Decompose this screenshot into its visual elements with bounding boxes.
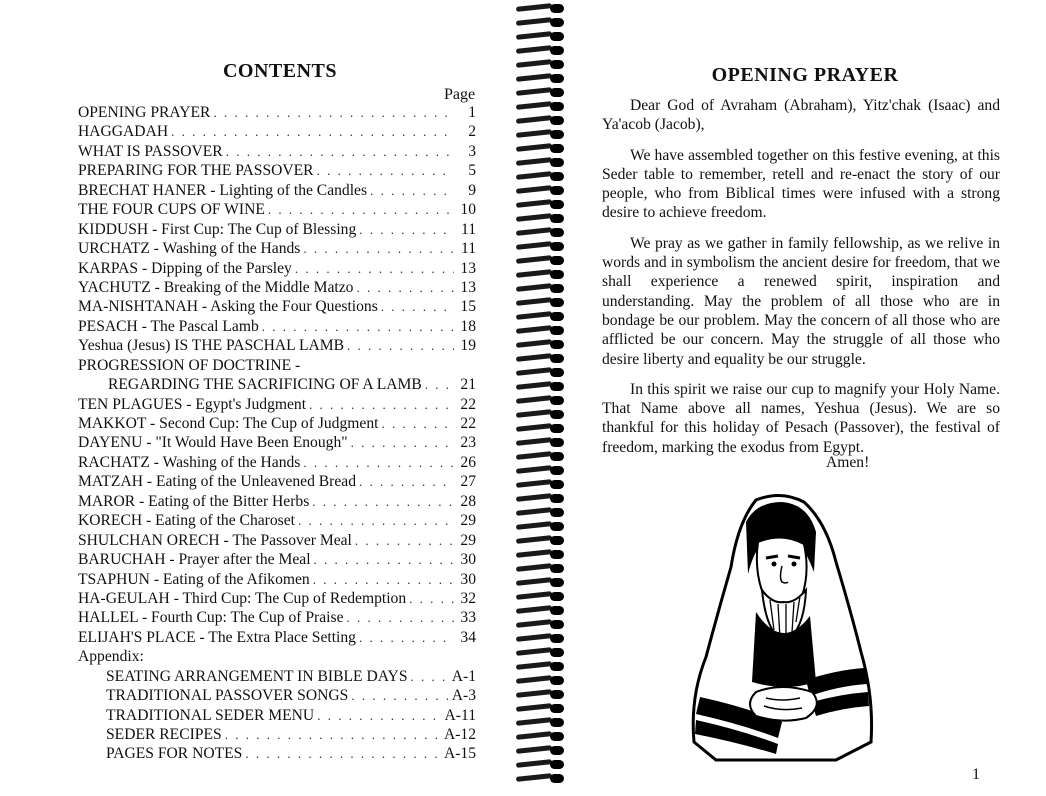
toc-entry-page: 5 [468,162,476,180]
spiral-coil [512,536,566,545]
toc-entry-page: 11 [460,240,476,258]
toc-entry [78,492,476,511]
toc-entry [78,297,476,316]
toc-entry [78,317,476,336]
spiral-coil [512,634,566,643]
spiral-coil [512,46,566,55]
spiral-coil [512,74,566,83]
toc-entry-label: Appendix: [78,648,144,666]
toc-entry-page: 33 [460,609,476,627]
toc-leader-dots [359,628,454,647]
toc-leader-dots [268,200,454,219]
toc-entry-page: 19 [460,337,476,355]
toc-leader-dots [303,356,454,375]
toc-entry-page: 15 [460,298,476,316]
toc-entry-page: 30 [460,570,476,588]
toc-leader-dots [347,608,455,627]
toc-entry-label: KARPAS - Dipping of the Parsley [78,259,292,277]
toc-entry-label: KIDDUSH - First Cup: The Cup of Blessing [78,220,357,238]
contents-title: CONTENTS [222,60,338,82]
spiral-binding [512,4,568,796]
toc-entry [78,259,476,278]
spiral-coil [512,690,566,699]
spiral-coil [512,424,566,433]
toc-entry-label: SEATING ARRANGEMENT IN BIBLE DAYS [106,667,408,685]
toc-entry [78,550,476,569]
toc-entry-page [454,647,476,666]
toc-leader-dots [356,278,454,297]
toc-entry-page: A-11 [444,706,476,724]
toc-leader-dots [355,531,454,550]
toc-entry-page: 9 [468,181,476,199]
toc-entry-page: 1 [468,104,476,121]
toc-entry-label: HAGGADAH [78,123,169,141]
spiral-coil [512,32,566,41]
spiral-coil [512,746,566,755]
toc-entry [78,667,476,686]
toc-entry-label: MAROR - Eating of the Bitter Herbs [78,492,310,510]
toc-leader-dots [312,492,454,511]
toc-entry-label: PESACH - The Pascal Lamb [78,317,259,335]
spiral-coil [512,704,566,713]
toc-entry-label: TSAPHUN - Eating of the Afikomen [78,570,310,588]
toc-leader-dots [381,414,454,433]
prayer-paragraph: We pray as we gather in family fellowship, as we relive in words and in symbolism the ancient desire for freedom, that we shall experience a renewed spirit, inspiration and understanding. May the problem of all those who are in bondage be our problem. May the concern of all those who are afflicted be our concern. May the struggle of all those who desire liberty and equality be our struggle. [602,234,1000,368]
toc-entry [78,239,476,258]
spiral-coil [512,116,566,125]
toc-entry-label: PROGRESSION OF DOCTRINE - [78,356,301,374]
prayer-body [602,96,1000,468]
toc-leader-dots [171,122,454,141]
toc-entry [78,472,476,491]
toc-entry [78,628,476,647]
toc-entry-label: TEN PLAGUES - Egypt's Judgment [78,395,307,413]
spiral-coil [512,480,566,489]
toc-entry-page: 18 [460,317,476,335]
toc-leader-dots [309,395,454,414]
toc-entry [78,336,476,355]
toc-leader-dots [147,647,454,666]
toc-entry-label: THE FOUR CUPS OF WINE [78,201,265,219]
toc-entry [78,181,476,200]
spiral-coil [512,508,566,517]
toc-leader-dots [226,142,454,161]
prayer-title: OPENING PRAYER [711,64,899,86]
spiral-coil [512,88,566,97]
toc-entry-label: BARUCHAH - Prayer after the Meal [78,551,311,569]
spiral-coil [512,662,566,671]
spiral-coil [512,774,566,783]
prayer-paragraph: Dear God of Avraham (Abraham), Yitz'chak (Isaac) and Ya'acob (Jacob), [602,97,1000,134]
toc-leader-dots [225,725,440,744]
toc-leader-dots [351,686,447,705]
toc-entry [78,433,476,452]
toc-entry-label: SHULCHAN ORECH - The Passover Meal [78,531,352,549]
toc-entry [78,686,476,705]
toc-leader-dots [245,744,440,763]
toc-leader-dots [314,550,454,569]
toc-leader-dots [411,667,448,686]
toc-leader-dots [317,161,454,180]
toc-entry-page: 2 [468,123,476,141]
toc-entry [78,647,476,666]
toc-leader-dots [213,103,454,122]
toc-entry-label: TRADITIONAL PASSOVER SONGS [106,687,349,705]
toc-entry-label: Yeshua (Jesus) IS THE PASCHAL LAMB [78,337,344,355]
spiral-coil [512,242,566,251]
spiral-coil [512,158,566,167]
toc-entry-label: TRADITIONAL SEDER MENU [106,706,315,724]
toc-entry [78,220,476,239]
toc-entry [78,122,476,141]
spiral-coil [512,522,566,531]
toc-leader-dots [303,453,454,472]
toc-entry [78,103,476,122]
spiral-coil [512,200,566,209]
spiral-coil [512,550,566,559]
toc-entry-label: ELIJAH'S PLACE - The Extra Place Setting [78,628,356,646]
table-of-contents [78,103,476,764]
toc-entry [78,725,476,744]
spiral-coil [512,354,566,363]
toc-entry-page: 29 [460,512,476,530]
spiral-coil [512,368,566,377]
toc-entry-label: SEDER RECIPES [106,726,222,743]
toc-entry [78,395,476,414]
spiral-coil [512,256,566,265]
toc-entry-label: DAYENU - "It Would Have Been Enough" [78,434,348,452]
toc-entry-page: A-15 [443,745,476,763]
toc-entry-label: URCHATZ - Washing of the Hands [78,240,301,258]
page-number: 1 [972,766,980,783]
prayer-paragraph: In this spirit we raise our cup to magnify your Holy Name. That Name above all names, Yeshua (Jesus). We are so thankful for this holiday of Pesach (Passover), the festival of freedom, marking the exodus from Egypt. [602,380,1000,456]
toc-entry-page: 13 [460,259,476,277]
toc-entry-page: 32 [460,589,476,607]
toc-entry-page: 22 [460,395,476,413]
spiral-coil [512,466,566,475]
toc-entry-label: BRECHAT HANER - Lighting of the Candles [78,181,368,199]
toc-entry-label: KORECH - Eating of the Charoset [78,512,295,530]
toc-leader-dots [351,433,454,452]
spiral-coil [512,606,566,615]
toc-leader-dots [262,317,454,336]
toc-leader-dots [298,511,454,530]
spiral-coil [512,732,566,741]
toc-entry-label: YACHUTZ - Breaking of the Middle Matzo [78,278,354,296]
toc-entry-label: HALLEL - Fourth Cup: The Cup of Praise [78,609,344,627]
page-column-header: Page [444,86,476,103]
toc-leader-dots [347,336,454,355]
toc-leader-dots [370,181,454,200]
toc-entry-label: PREPARING FOR THE PASSOVER [78,162,314,180]
spiral-coil [512,102,566,111]
toc-leader-dots [317,706,440,725]
toc-leader-dots [381,297,454,316]
spiral-coil [512,410,566,419]
left-page [0,0,505,796]
toc-entry-page: A-1 [451,667,476,685]
spiral-coil [512,620,566,629]
toc-leader-dots [359,472,454,491]
toc-entry [78,531,476,550]
spiral-coil [512,718,566,727]
toc-entry-page: A-12 [443,726,476,743]
toc-entry [78,200,476,219]
toc-entry-label: WHAT IS PASSOVER [78,142,223,160]
toc-entry-page: 28 [460,492,476,510]
toc-entry [78,744,476,763]
toc-entry-page: 22 [460,415,476,432]
toc-leader-dots [303,239,454,258]
toc-entry-label: REGARDING THE SACRIFICING OF A LAMB [108,376,422,394]
toc-entry-label: MATZAH - Eating of the Unleavened Bread [78,473,356,491]
spiral-coil [512,438,566,447]
toc-entry [78,414,476,433]
toc-leader-dots [409,589,454,608]
spiral-coil [512,312,566,321]
toc-leader-dots [425,375,454,394]
toc-entry [78,589,476,608]
toc-entry [78,278,476,297]
toc-entry [78,356,476,375]
spiral-coil [512,298,566,307]
toc-leader-dots [295,259,454,278]
spiral-coil [512,578,566,587]
toc-entry-page: 10 [460,201,476,219]
spiral-coil [512,382,566,391]
spiral-coil [512,494,566,503]
spiral-coil [512,270,566,279]
toc-entry-label: PAGES FOR NOTES [106,745,243,763]
spiral-coil [512,452,566,461]
spiral-coil [512,396,566,405]
toc-entry-page: 29 [460,531,476,549]
spiral-coil [512,18,566,27]
toc-leader-dots [313,570,454,589]
spiral-coil [512,60,566,69]
toc-entry [78,706,476,725]
toc-entry-page: 3 [468,142,476,160]
spiral-coil [512,214,566,223]
toc-entry [78,161,476,180]
spiral-coil [512,326,566,335]
toc-leader-dots [359,220,454,239]
spiral-coil [512,284,566,293]
prayer-closing: Amen! [826,454,870,471]
toc-entry [78,375,476,394]
spiral-coil [512,340,566,349]
spiral-coil [512,228,566,237]
spiral-coil [512,144,566,153]
spiral-coil [512,4,566,13]
toc-entry-page: A-3 [451,687,476,705]
toc-entry-page: 13 [460,278,476,296]
toc-entry-label: MAKKOT - Second Cup: The Cup of Judgment [78,415,379,432]
toc-entry [78,142,476,161]
spiral-coil [512,564,566,573]
toc-entry [78,608,476,627]
toc-entry [78,570,476,589]
toc-entry-page: 34 [460,628,476,646]
toc-entry-page: 11 [460,220,476,238]
toc-entry-page: 30 [460,551,476,569]
spiral-coil [512,186,566,195]
toc-entry-page: 27 [460,473,476,491]
toc-entry-page [454,356,476,375]
toc-entry-label: MA-NISHTANAH - Asking the Four Questions [78,298,378,316]
spiral-coil [512,130,566,139]
spiral-coil [512,648,566,657]
toc-entry-label: RACHATZ - Washing of the Hands [78,453,301,471]
spiral-coil [512,760,566,769]
prayer-paragraph: We have assembled together on this festive evening, at this Seder table to remember, retell and re-enact the story of our people, who from Biblical times were infused with a strong desire to achieve freedom. [602,146,1000,222]
toc-entry-label: OPENING PRAYER [78,104,211,121]
toc-entry-page: 21 [460,376,476,394]
rabbi-with-tallit-illustration [686,492,876,764]
toc-entry [78,453,476,472]
toc-entry-label: HA-GEULAH - Third Cup: The Cup of Redemption [78,589,407,607]
spiral-coil [512,592,566,601]
spiral-coil [512,172,566,181]
toc-entry [78,511,476,530]
toc-entry-page: 26 [460,453,476,471]
spiral-coil [512,676,566,685]
toc-entry-page: 23 [460,434,476,452]
